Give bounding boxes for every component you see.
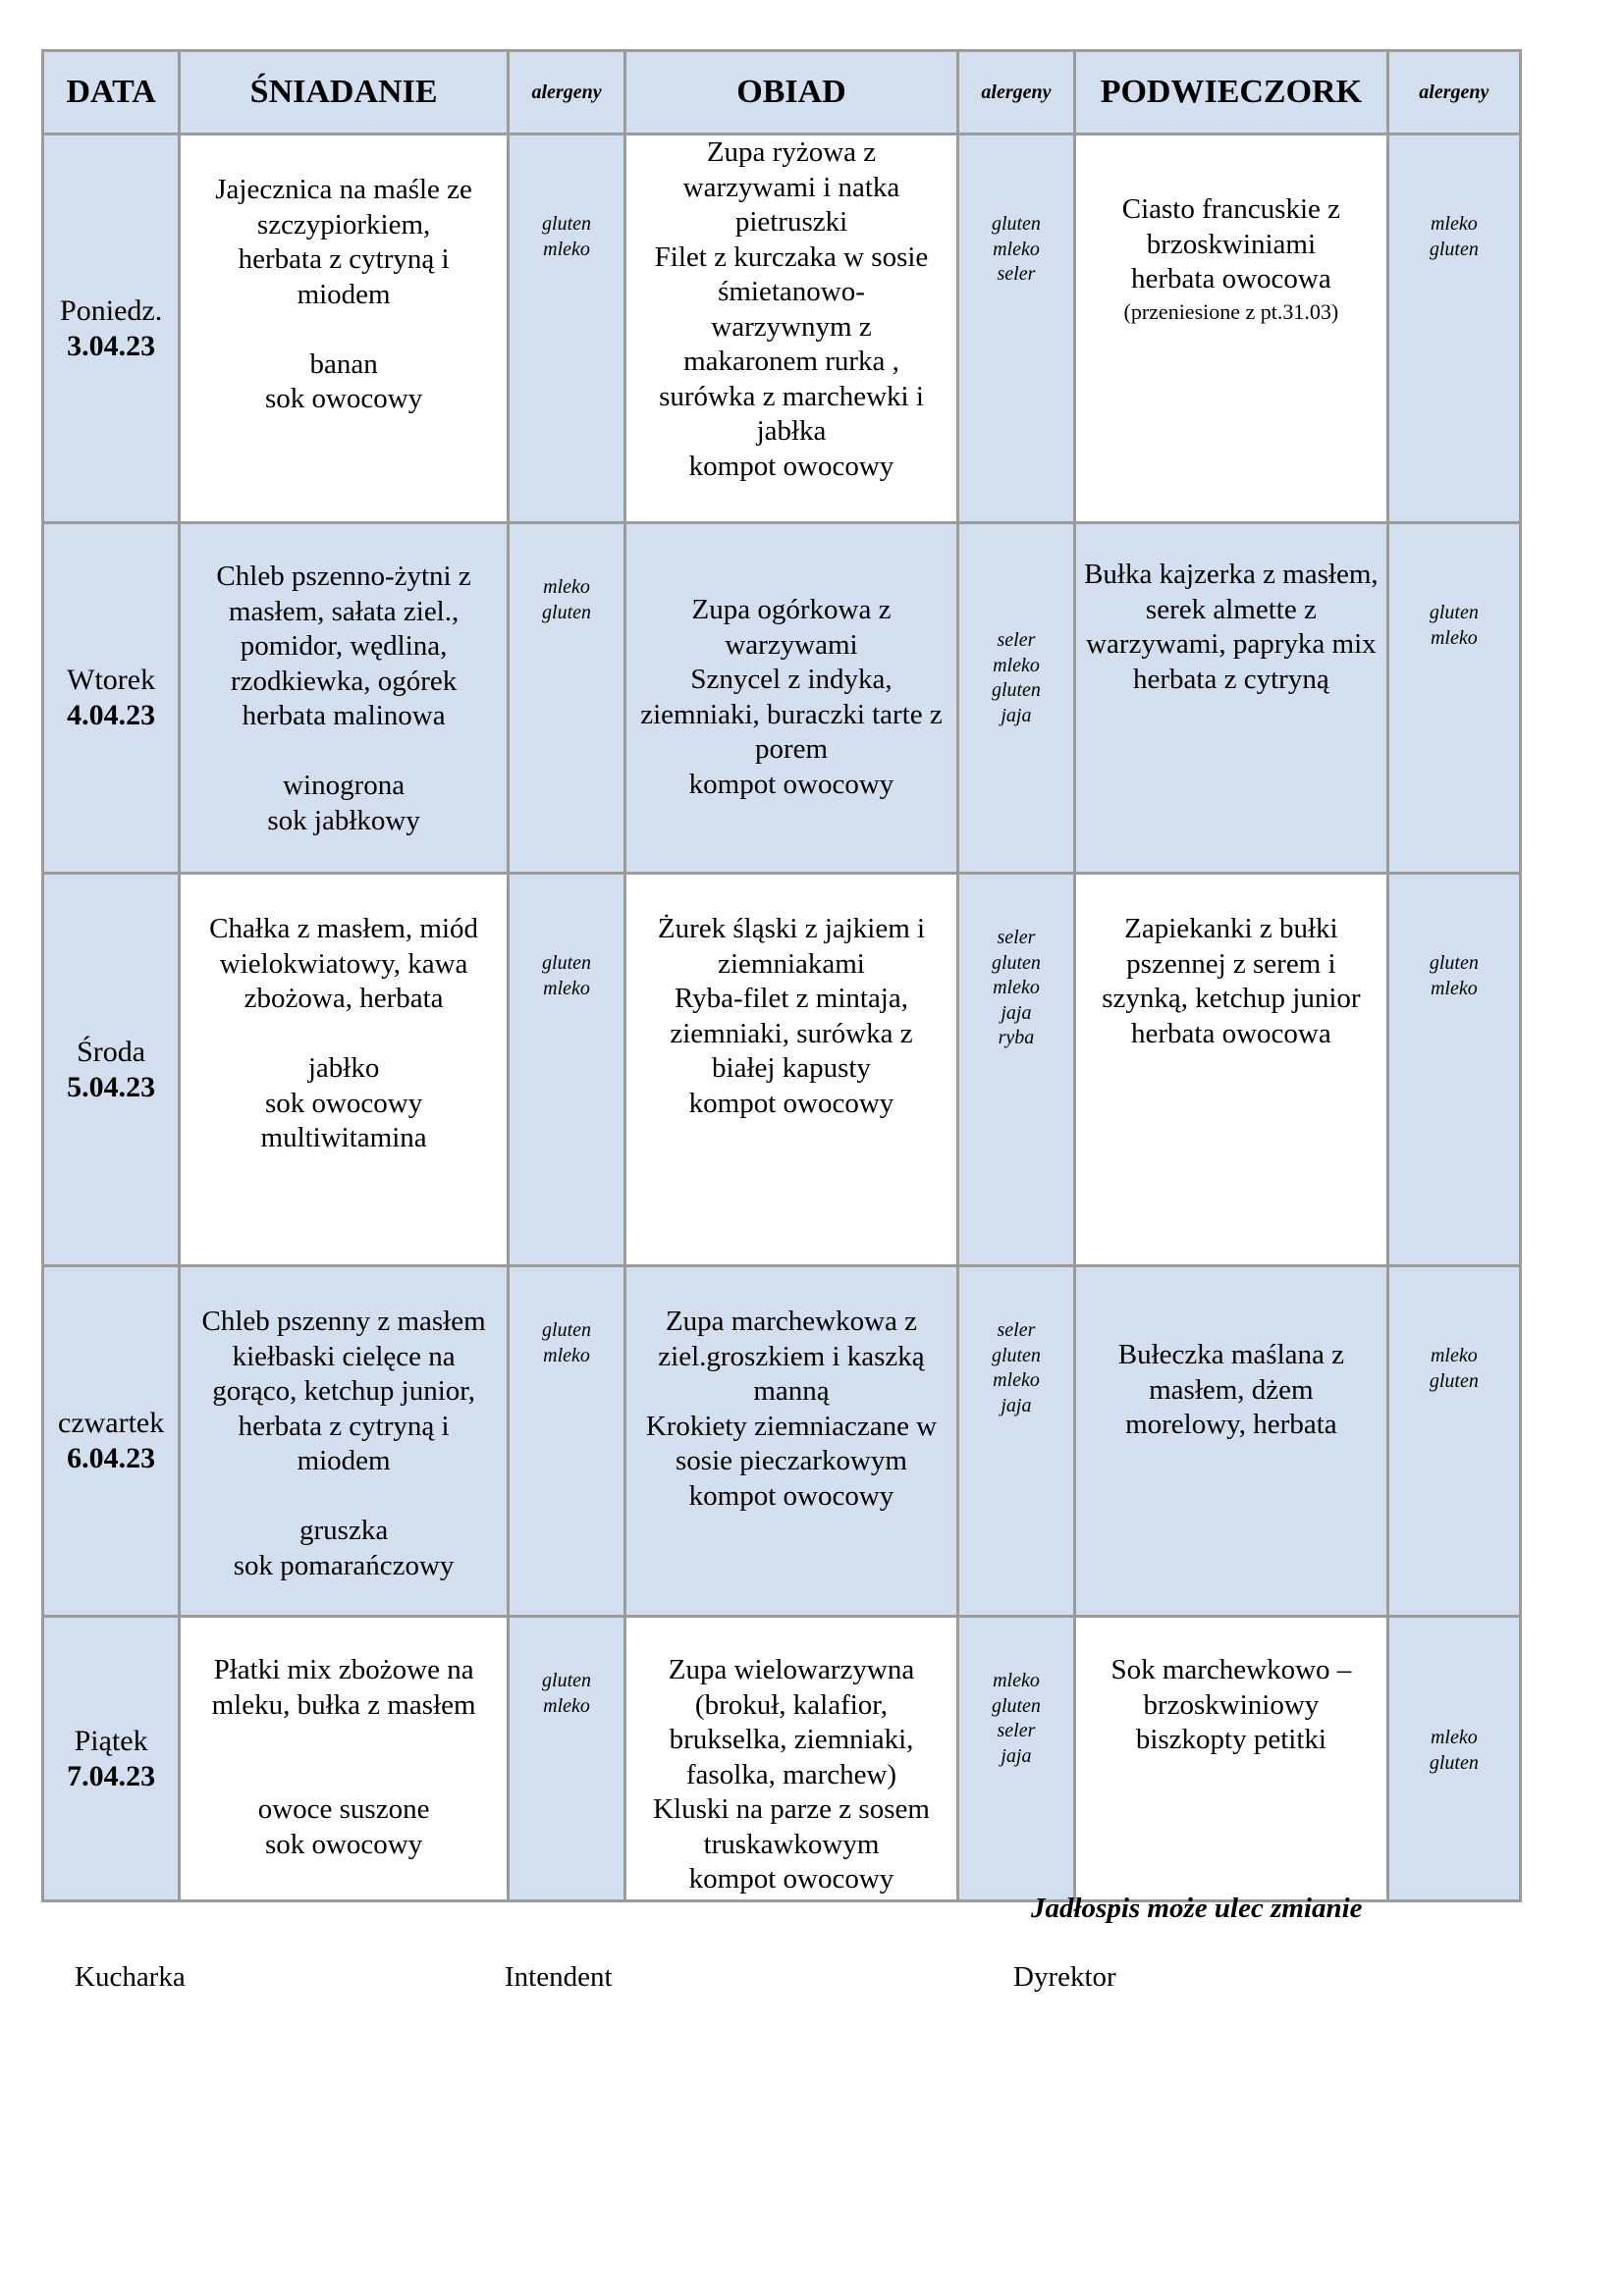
breakfast-allergens-cell <box>508 1617 624 1901</box>
snack-line: biszkopty petitki <box>1135 1724 1326 1755</box>
allergen-item: gluten <box>991 1694 1041 1717</box>
header-snack: PODWIECZORK <box>1075 51 1388 134</box>
lunch-line: Żurek śląski z jajkiem i <box>657 913 926 944</box>
lunch-line: ziel.groszkiem i kaszką <box>658 1340 925 1372</box>
breakfast-cell <box>180 1266 509 1617</box>
snack-line: pszennej z serem i <box>1126 947 1336 980</box>
day-date: 4.04.23 <box>67 699 156 731</box>
allergen-item: mleko <box>543 238 590 260</box>
lunch-line: Zupa marchewkowa z <box>665 1306 918 1337</box>
lunch-allergens-cell <box>957 874 1074 1266</box>
snack-allergens-cell <box>1387 523 1520 874</box>
allergen-item: gluten <box>991 679 1041 701</box>
lunch-line: pietruszki <box>734 206 848 238</box>
day-date: 7.04.23 <box>67 1759 156 1792</box>
breakfast-line: miodem <box>297 278 391 310</box>
day-date: 3.04.23 <box>67 329 156 362</box>
breakfast-line: wielokwiatowy, kawa <box>219 947 468 980</box>
day-cell <box>43 134 180 523</box>
snack-line: herbata owocowa <box>1131 263 1331 294</box>
allergen-item: seler <box>997 1720 1036 1741</box>
day-row <box>43 1617 1521 1901</box>
snack-line: Sok marchewkowo – <box>1110 1654 1352 1685</box>
snack-line: brzoskwiniami <box>1146 228 1317 260</box>
breakfast-line: jabłko <box>307 1052 380 1084</box>
breakfast-allergens-cell <box>508 134 624 523</box>
snack-line: szynką, ketchup junior <box>1102 983 1361 1014</box>
day-cell <box>43 1617 180 1901</box>
breakfast-line: Chleb pszenny z masłem <box>201 1306 486 1337</box>
lunch-line: Sznycel z indyka, <box>690 664 893 695</box>
breakfast-line: mleku, bułka z masłem <box>211 1688 476 1721</box>
day-name: Środa <box>77 1035 146 1068</box>
breakfast-line: sok owocowy <box>264 1828 423 1860</box>
allergen-item: seler <box>997 927 1036 948</box>
lunch-cell <box>625 874 958 1266</box>
lunch-line: truskawkowym <box>703 1828 880 1860</box>
day-row <box>43 874 1521 1266</box>
header-lunch-allergens: alergeny <box>957 51 1074 134</box>
lunch-line: fasolka, marchew) <box>685 1758 897 1790</box>
allergen-item: mleko <box>993 1670 1040 1691</box>
lunch-allergens-cell <box>957 1617 1074 1901</box>
breakfast-cell <box>180 874 509 1266</box>
allergen-item: seler <box>997 629 1036 651</box>
header-lunch: OBIAD <box>625 51 958 134</box>
signature-cook: Kucharka <box>75 1961 186 1993</box>
blank-line <box>185 312 503 347</box>
lunch-line: Zupa wielowarzywna <box>668 1654 915 1685</box>
lunch-allergens-cell <box>957 1266 1074 1617</box>
lunch-line: Kluski na parze z sosem <box>653 1793 930 1825</box>
allergen-item: mleko <box>993 1369 1040 1391</box>
lunch-allergens-cell <box>957 523 1074 874</box>
snack-line: brzoskwiniowy <box>1143 1688 1320 1721</box>
allergen-item: mleko <box>1430 1345 1478 1366</box>
snack-cell <box>1075 1266 1388 1617</box>
lunch-cell <box>625 134 958 523</box>
snack-cell <box>1075 134 1388 523</box>
breakfast-line: pomidor, wędlina, <box>240 630 448 662</box>
breakfast-allergens-cell <box>508 523 624 874</box>
allergen-item: mleko <box>543 1344 590 1366</box>
breakfast-line: rzodkiewka, ogórek <box>230 665 458 697</box>
lunch-line: (brokuł, kalafior, <box>694 1688 889 1721</box>
allergen-item: gluten <box>1429 952 1479 974</box>
lunch-line: warzywami i natka <box>682 171 900 203</box>
lunch-allergens-cell <box>957 134 1074 523</box>
day-name: Piątek <box>74 1724 148 1757</box>
allergen-item: gluten <box>991 213 1041 235</box>
breakfast-line: Chleb pszenno-żytni z <box>216 561 471 592</box>
day-date: 5.04.23 <box>67 1070 156 1103</box>
header-breakfast-allergens: alergeny <box>508 51 624 134</box>
allergen-item: gluten <box>991 1344 1041 1366</box>
blank-line <box>185 1479 503 1515</box>
allergen-item: gluten <box>1429 238 1479 260</box>
day-name: czwartek <box>58 1407 165 1439</box>
allergen-item: jaja <box>1001 1001 1032 1024</box>
allergen-item: gluten <box>542 601 592 623</box>
lunch-line: brukselka, ziemniaki, <box>669 1724 914 1755</box>
allergen-item: mleko <box>543 1694 590 1717</box>
blank-line <box>185 734 503 770</box>
allergen-item: ryba <box>998 1027 1035 1048</box>
header-snack-allergens: alergeny <box>1387 51 1520 134</box>
breakfast-allergens-cell <box>508 1266 624 1617</box>
day-date: 6.04.23 <box>67 1442 156 1474</box>
snack-allergens-cell <box>1387 1266 1520 1617</box>
lunch-line: kompot owocowy <box>688 1087 894 1119</box>
breakfast-allergens-cell <box>508 874 624 1266</box>
snack-line: warzywami, papryka mix <box>1086 628 1377 660</box>
lunch-line: kompot owocowy <box>688 450 894 482</box>
allergen-item: mleko <box>543 977 590 999</box>
day-row <box>43 134 1521 523</box>
snack-cell <box>1075 1617 1388 1901</box>
allergen-item: mleko <box>993 238 1040 260</box>
breakfast-line: kiełbaski cielęce na <box>232 1340 456 1372</box>
allergen-item: mleko <box>1430 1727 1478 1748</box>
allergen-item: mleko <box>543 576 590 598</box>
blank-line <box>185 1758 503 1793</box>
header-breakfast: ŚNIADANIE <box>180 51 509 134</box>
allergen-item: gluten <box>542 952 592 974</box>
header-row <box>43 51 1521 134</box>
allergen-item: mleko <box>993 654 1040 676</box>
breakfast-line: sok owocowy <box>264 383 423 414</box>
snack-allergens-cell <box>1387 1617 1520 1901</box>
lunch-line: sosie pieczarkowym <box>676 1445 907 1476</box>
lunch-line: kompot owocowy <box>688 768 894 800</box>
lunch-line: jabłka <box>756 415 827 447</box>
snack-line: herbata z cytryną <box>1133 663 1329 695</box>
lunch-line: śmietanowo- <box>718 276 865 307</box>
day-name: Poniedz. <box>60 294 163 327</box>
allergen-item: gluten <box>542 1319 592 1341</box>
snack-line: Bułeczka maślana z <box>1117 1339 1345 1370</box>
day-cell <box>43 523 180 874</box>
allergen-item: mleko <box>993 977 1040 998</box>
lunch-line: Filet z kurczaka w sosie <box>654 240 929 273</box>
lunch-line: Krokiety ziemniaczane w <box>645 1410 938 1442</box>
day-row <box>43 1266 1521 1617</box>
snack-line: masłem, dżem <box>1149 1373 1314 1406</box>
snack-note: (przeniesione z pt.31.03) <box>1123 298 1339 324</box>
lunch-line: porem <box>754 733 829 765</box>
snack-line: Zapiekanki z bułki <box>1124 913 1338 944</box>
breakfast-cell <box>180 523 509 874</box>
allergen-item: jaja <box>1001 1394 1032 1416</box>
breakfast-line: banan <box>309 347 378 380</box>
lunch-line: Zupa ryżowa z <box>706 136 877 168</box>
allergen-item: mleko <box>1430 626 1478 649</box>
allergen-item: gluten <box>542 1670 592 1691</box>
breakfast-line: owoce suszone <box>257 1793 430 1825</box>
day-name: Wtorek <box>67 664 156 696</box>
lunch-line: Ryba-filet z mintaja, <box>674 983 908 1014</box>
snack-line: serek almette z <box>1145 593 1317 625</box>
breakfast-line: zbożowa, herbata <box>244 983 444 1014</box>
lunch-line: makaronem rurka , <box>683 346 899 377</box>
allergen-item: jaja <box>1001 704 1032 726</box>
allergen-item: gluten <box>1429 602 1479 623</box>
breakfast-line: Jajecznica na maśle ze <box>215 174 472 205</box>
snack-allergens-cell <box>1387 134 1520 523</box>
snack-line: morelowy, herbata <box>1125 1409 1337 1440</box>
snack-line: Ciasto francuskie z <box>1121 193 1340 225</box>
blank-line <box>185 1723 503 1758</box>
lunch-cell <box>625 523 958 874</box>
breakfast-line: Płatki mix zbożowe na <box>213 1654 474 1685</box>
allergen-item: seler <box>997 1319 1036 1341</box>
breakfast-line: sok jabłkowy <box>267 804 420 836</box>
allergen-item: mleko <box>1430 213 1478 235</box>
lunch-line: ziemniakami <box>718 947 865 980</box>
breakfast-cell <box>180 134 509 523</box>
snack-line: herbata owocowa <box>1131 1017 1331 1049</box>
lunch-line: warzywnym z <box>711 310 872 343</box>
day-cell <box>43 1266 180 1617</box>
lunch-line: białej kapusty <box>712 1052 871 1084</box>
lunch-line: ziemniaki, surówka z <box>670 1017 913 1049</box>
lunch-cell <box>625 1617 958 1901</box>
allergen-item: gluten <box>1429 1369 1479 1392</box>
snack-cell <box>1075 523 1388 874</box>
breakfast-cell <box>180 1617 509 1901</box>
lunch-cell <box>625 1266 958 1617</box>
allergen-item: jaja <box>1001 1744 1032 1767</box>
snack-cell <box>1075 874 1388 1266</box>
allergen-item: mleko <box>1430 977 1478 999</box>
lunch-line: manną <box>753 1375 830 1407</box>
day-cell <box>43 874 180 1266</box>
breakfast-line: herbata z cytryną i <box>238 1410 450 1442</box>
breakfast-line: herbata z cytryną i <box>238 243 450 275</box>
breakfast-line: Chałka z masłem, miód <box>209 913 479 944</box>
menu-table <box>41 49 1522 1902</box>
lunch-line: kompot owocowy <box>688 1863 894 1895</box>
snack-allergens-cell <box>1387 874 1520 1266</box>
lunch-line: warzywami <box>725 628 858 661</box>
breakfast-line: miodem <box>297 1445 391 1476</box>
breakfast-line: winogrona <box>283 770 406 801</box>
day-row <box>43 523 1521 874</box>
breakfast-line: gruszka <box>299 1515 389 1546</box>
blank-line <box>185 1017 503 1052</box>
breakfast-line: szczypiorkiem, <box>256 208 431 240</box>
breakfast-line: masłem, sałata ziel., <box>228 595 460 627</box>
snack-line: Bułka kajzerka z masłem, <box>1084 559 1379 590</box>
allergen-item: seler <box>997 263 1036 285</box>
allergen-item: gluten <box>1429 1751 1479 1774</box>
allergen-item: gluten <box>542 213 592 235</box>
breakfast-line: gorąco, ketchup junior, <box>212 1375 475 1407</box>
breakfast-line: herbata malinowa <box>242 700 446 731</box>
lunch-line: kompot owocowy <box>688 1479 894 1512</box>
lunch-line: ziemniaki, buraczki tarte z <box>640 698 943 730</box>
signature-steward: Intendent <box>505 1961 613 1993</box>
breakfast-line: multiwitamina <box>260 1122 427 1153</box>
allergen-item: gluten <box>991 951 1041 974</box>
lunch-line: Zupa ogórkowa z <box>691 594 892 625</box>
breakfast-line: sok owocowy <box>264 1087 423 1119</box>
signature-director: Dyrektor <box>1013 1961 1116 1993</box>
menu-change-note: Jadłospis może ulec zmianie <box>1031 1893 1363 1924</box>
header-date: DATA <box>43 51 180 134</box>
breakfast-line: sok pomarańczowy <box>233 1549 455 1581</box>
lunch-line: surówka z marchewki i <box>659 380 924 412</box>
